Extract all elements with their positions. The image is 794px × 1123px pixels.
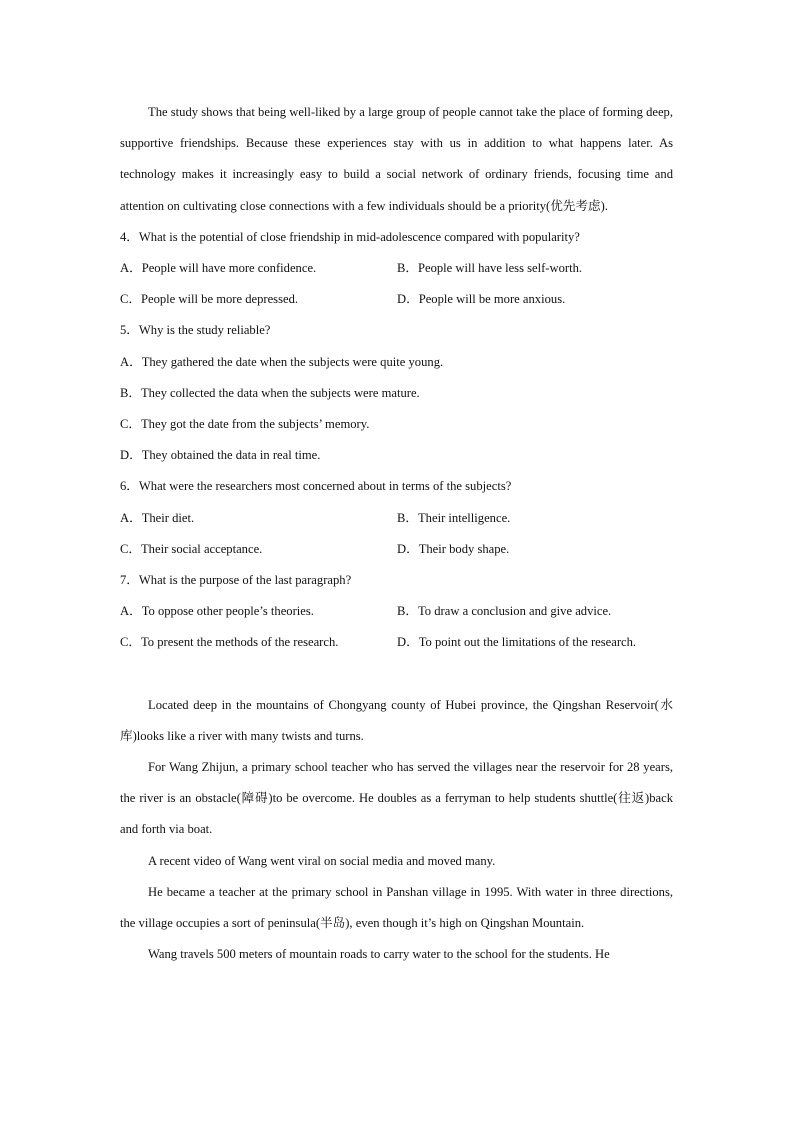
question-6-options-row-2 (120, 534, 673, 565)
section-gap (120, 659, 673, 690)
question-7-options-row-2 (120, 627, 673, 658)
question-5-option-d: D．They obtained the data in real time. (120, 448, 321, 463)
question-6-option-c: C．Their social acceptance. (120, 541, 263, 556)
question-7-option-c: C．To present the methods of the research. (120, 635, 339, 650)
question-6-options-row-1 (120, 503, 673, 534)
question-5-option-a: A．They gathered the date when the subjects were quite young. (120, 354, 444, 369)
passage2-paragraph-4: He became a teacher at the primary school in Panshan village in 1995. With water in three directions, the village occupies a sort of peninsula(半岛), even though it’s high on Qingshan Mountain. (120, 884, 673, 931)
question-6-option-d: D．Their body shape. (397, 541, 510, 556)
question-6-option-b: B．Their intelligence. (397, 510, 511, 525)
question-4-option-a: A．People will have more confidence. (120, 261, 317, 276)
question-6-stem: 6．What were the researchers most concerned about in terms of the subjects? (120, 479, 512, 494)
question-7-option-b: B．To draw a conclusion and give advice. (397, 604, 612, 619)
question-6-option-a: A．Their diet. (120, 510, 195, 525)
passage2-paragraph-1: Located deep in the mountains of Chongyang county of Hubei province, the Qingshan Reservoir(水库)looks like a river with many twists and turns. (120, 697, 673, 743)
question-7-stem: 7．What is the purpose of the last paragraph? (120, 573, 352, 588)
question-4-options-row-1 (120, 253, 673, 284)
question-7-option-a: A．To oppose other people’s theories. (120, 604, 314, 619)
passage1-paragraph: The study shows that being well-liked by a large group of people cannot take the place of forming deep, supportive friendships. Because these experiences stay with us in addition to what happens later. As technology makes it increasingly easy to build a social network of ordinary friends, focusing time and attention on cultivating close connections with a few individuals should be a priority(优先考虑). (120, 105, 673, 213)
question-5-option-b: B．They collected the data when the subjects were mature. (120, 385, 420, 400)
page-content (120, 97, 673, 970)
question-4-options-row-2 (120, 284, 673, 315)
question-5-stem: 5．Why is the study reliable? (120, 323, 271, 338)
question-4-option-b: B．People will have less self-worth. (397, 261, 583, 276)
question-5-option-c: C．They got the date from the subjects’ memory. (120, 417, 370, 432)
passage2-paragraph-2: For Wang Zhijun, a primary school teacher who has served the villages near the reservoir for 28 years, the river is an obstacle(障碍)to be overcome. He doubles as a ferryman to help students shuttle(往返)back and forth via boat. (120, 760, 673, 837)
question-4-option-d: D．People will be more anxious. (397, 292, 566, 307)
passage2-paragraph-5: Wang travels 500 meters of mountain roads to carry water to the school for the students. He (148, 947, 610, 962)
passage2-paragraph-3: A recent video of Wang went viral on social media and moved many. (148, 853, 496, 868)
question-7-option-d: D．To point out the limitations of the research. (397, 635, 637, 650)
question-4-option-c: C．People will be more depressed. (120, 292, 299, 307)
question-4-stem: 4．What is the potential of close friendship in mid-adolescence compared with popularity? (120, 229, 580, 244)
question-7-options-row-1 (120, 596, 673, 627)
